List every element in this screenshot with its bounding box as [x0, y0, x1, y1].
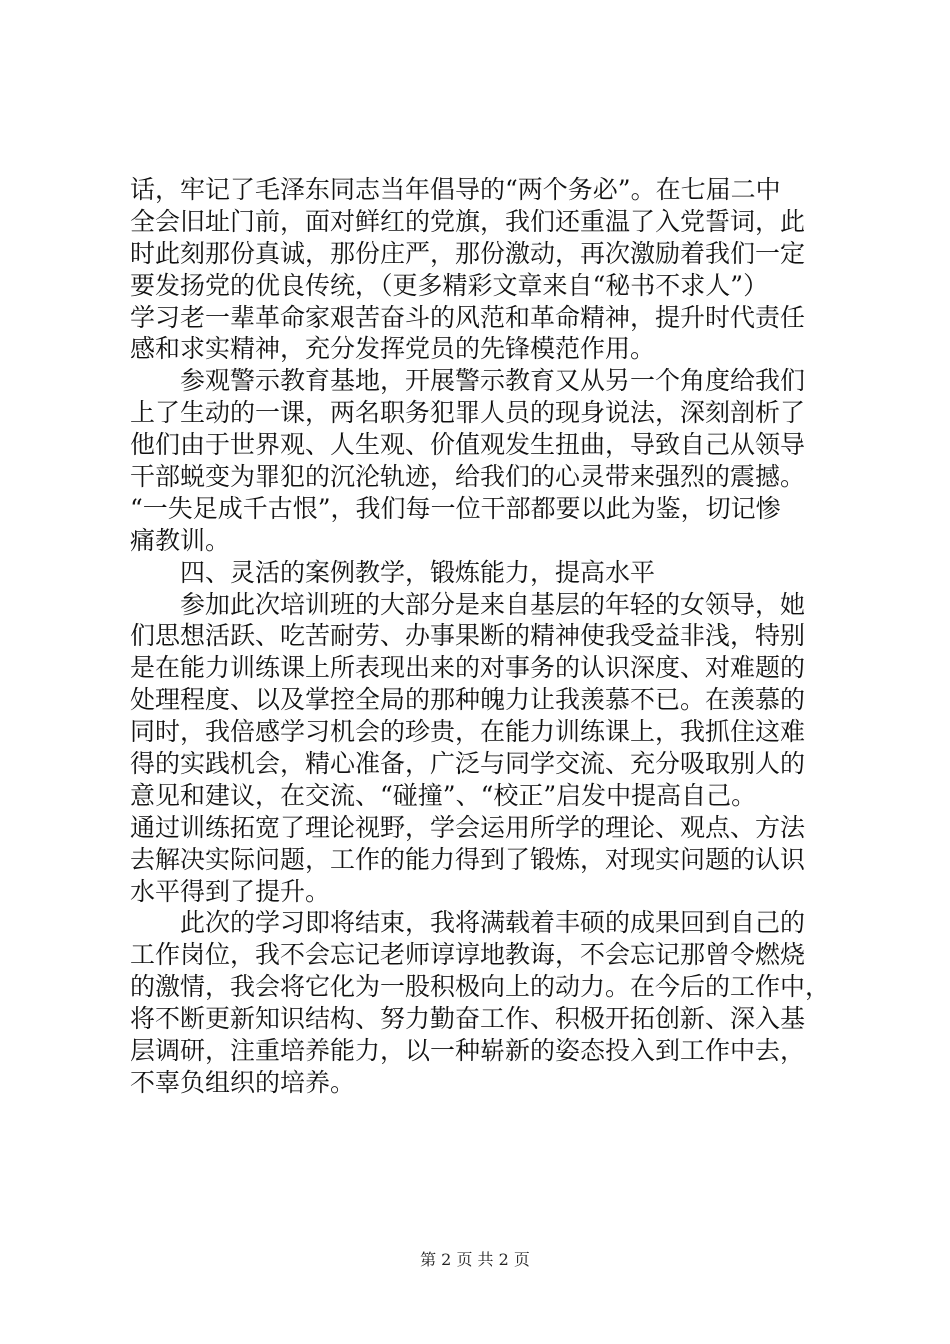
text-line: 学习老一辈革命家艰苦奋斗的风范和革命精神，提升时代责任 — [130, 302, 806, 332]
text-line: 工作岗位，我不会忘记老师谆谆地教诲，不会忘记那曾令燃烧 — [130, 940, 806, 970]
text-line: 话，牢记了毛泽东同志当年倡导的“两个务必”。在七届二中 — [130, 175, 781, 204]
text-line: 水平得到了提升。 — [130, 876, 331, 906]
text-line: 处理程度、以及掌控全局的那种魄力让我羡慕不已。在羡慕的 — [130, 685, 806, 715]
text-line: 要发扬党的优良传统，（更多精彩文章来自“秘书不求人”） — [130, 270, 769, 300]
text-line: 感和求实精神，充分发挥党员的先锋模范作用。 — [130, 334, 656, 364]
text-line: 全会旧址门前，面对鲜红的党旗，我们还重温了入党誓词，此 — [130, 206, 806, 236]
page-footer — [0, 1247, 950, 1270]
section-heading: 四、灵活的案例教学，锻炼能力，提高水平 — [180, 557, 656, 587]
text-line: 的激情，我会将它化为一股积极向上的动力。在今后的工作中， — [130, 972, 831, 1002]
text-line: 是在能力训练课上所表现出来的对事务的认识深度、对难题的 — [130, 653, 806, 683]
text-line: 将不断更新知识结构、努力勤奋工作、积极开拓创新、深入基 — [130, 1004, 806, 1034]
text-line: 不辜负组织的培养。 — [130, 1067, 356, 1097]
paragraph-start-line: 参加此次培训班的大部分是来自基层的年轻的女领导，她 — [180, 589, 806, 619]
text-line: 同时，我倍感学习机会的珍贵，在能力训练课上，我抓住这难 — [130, 717, 806, 747]
text-line: 层调研，注重培养能力，以一种崭新的姿态投入到工作中去， — [130, 1036, 806, 1066]
text-line: 去解决实际问题，工作的能力得到了锻炼，对现实问题的认识 — [130, 844, 806, 874]
text-line: “一失足成千古恨”，我们每一位干部都要以此为鉴，切记惨 — [130, 493, 781, 523]
paragraph-start-line: 此次的学习即将结束，我将满载着丰硕的成果回到自己的 — [180, 908, 806, 938]
paragraph-start-line: 参观警示教育基地，开展警示教育又从另一个角度给我们 — [180, 366, 806, 396]
text-line: 得的实践机会，精心准备，广泛与同学交流、充分吸取别人的 — [130, 749, 806, 779]
text-line: 时此刻那份真诚，那份庄严，那份激动，再次激励着我们一定 — [130, 238, 806, 268]
text-line: 通过训练拓宽了理论视野，学会运用所学的理论、观点、方法 — [130, 812, 806, 842]
page-number: 第 2 页 共 2 页 — [420, 1250, 530, 1269]
body-text — [130, 174, 830, 1099]
text-line: 干部蜕变为罪犯的沉沦轨迹，给我们的心灵带来强烈的震撼。 — [130, 462, 806, 492]
text-line: 痛教训。 — [130, 525, 231, 555]
text-line: 他们由于世界观、人生观、价值观发生扭曲，导致自己从领导 — [130, 430, 806, 460]
text-line: 们思想活跃、吃苦耐劳、办事果断的精神使我受益非浅，特别 — [130, 621, 806, 651]
text-line: 上了生动的一课，两名职务犯罪人员的现身说法，深刻剖析了 — [130, 398, 806, 428]
text-line: 意见和建议，在交流、“碰撞”、“校正”启发中提高自己。 — [130, 780, 757, 810]
